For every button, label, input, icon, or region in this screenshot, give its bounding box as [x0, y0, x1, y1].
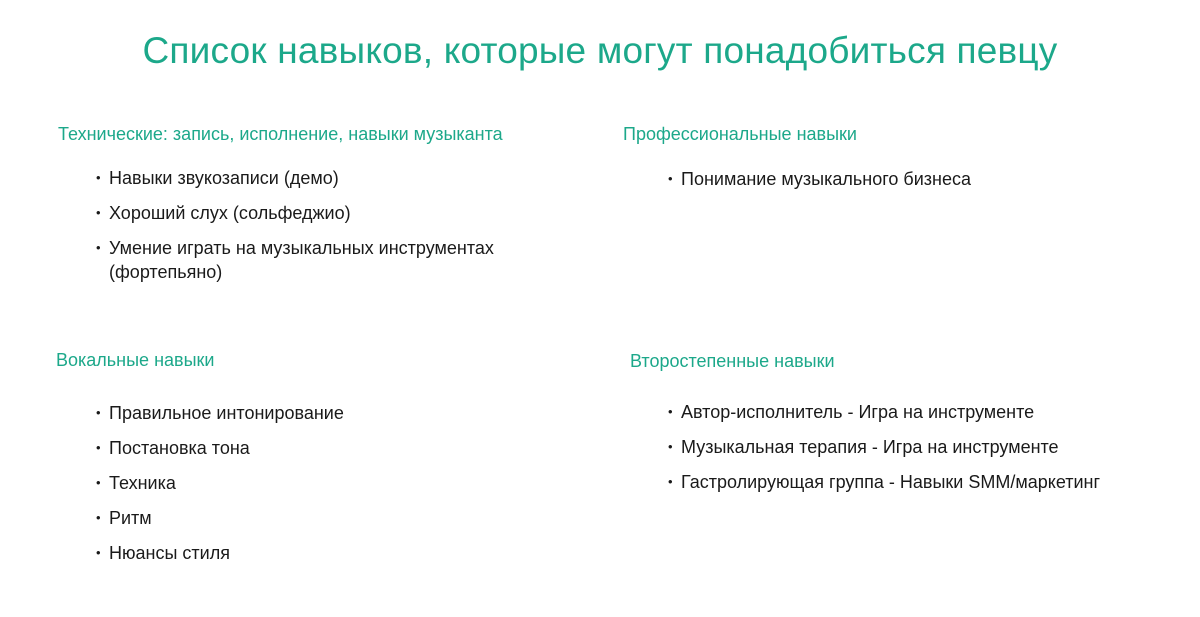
bullet-icon: • — [96, 510, 101, 525]
list-item-text: Гастролирующая группа - Навыки SMM/маркетинг — [681, 472, 1101, 492]
bullet-icon: • — [668, 404, 673, 419]
bullet-icon: • — [96, 475, 101, 490]
bullet-icon: • — [96, 440, 101, 455]
list-item-text: Постановка тона — [109, 438, 250, 458]
section-heading: Технические: запись, исполнение, навыки музыканта — [58, 124, 503, 144]
bullet-icon: • — [96, 240, 101, 255]
list-item — [96, 236, 529, 284]
skill-list — [668, 167, 971, 191]
bullet-icon: • — [668, 439, 673, 454]
list-item — [96, 541, 344, 565]
list-item — [668, 167, 971, 191]
list-item — [96, 436, 344, 460]
list-item-text: Хороший слух (сольфеджио) — [109, 203, 351, 223]
section-secondary-skills — [630, 351, 1100, 505]
list-item — [668, 400, 1100, 424]
list-item-text: Умение играть на музыкальных инструментах (фортепьяно) — [109, 238, 494, 282]
list-item-text: Понимание музыкального бизнеса — [681, 169, 971, 189]
list-item — [668, 435, 1100, 459]
skill-list — [668, 400, 1100, 494]
list-item — [96, 471, 344, 495]
list-item — [96, 201, 529, 225]
list-item — [96, 401, 344, 425]
list-item — [96, 506, 344, 530]
list-item-text: Техника — [109, 473, 176, 493]
section-heading: Профессиональные навыки — [623, 124, 857, 144]
list-item-text: Музыкальная терапия - Игра на инструменте — [681, 437, 1059, 457]
section-professional-skills — [623, 124, 971, 191]
bullet-icon: • — [668, 474, 673, 489]
page-title: Список навыков, которые могут понадобиться певцу — [142, 30, 1058, 71]
skill-list — [96, 166, 529, 284]
bullet-icon: • — [96, 170, 101, 185]
list-item-text: Автор-исполнитель - Игра на инструменте — [681, 402, 1035, 422]
skill-list — [96, 401, 344, 565]
bullet-icon: • — [96, 205, 101, 220]
section-vocal-skills — [56, 350, 344, 576]
list-item-text: Правильное интонирование — [109, 403, 344, 423]
list-item-text: Ритм — [109, 508, 152, 528]
bullet-icon: • — [96, 545, 101, 560]
section-technical-skills — [58, 124, 529, 295]
bullet-icon: • — [96, 405, 101, 420]
section-heading: Второстепенные навыки — [630, 351, 835, 371]
bullet-icon: • — [668, 171, 673, 186]
list-item-text: Нюансы стиля — [109, 543, 230, 563]
list-item — [668, 470, 1100, 494]
list-item — [96, 166, 529, 190]
list-item-text: Навыки звукозаписи (демо) — [109, 168, 339, 188]
section-heading: Вокальные навыки — [56, 350, 215, 370]
